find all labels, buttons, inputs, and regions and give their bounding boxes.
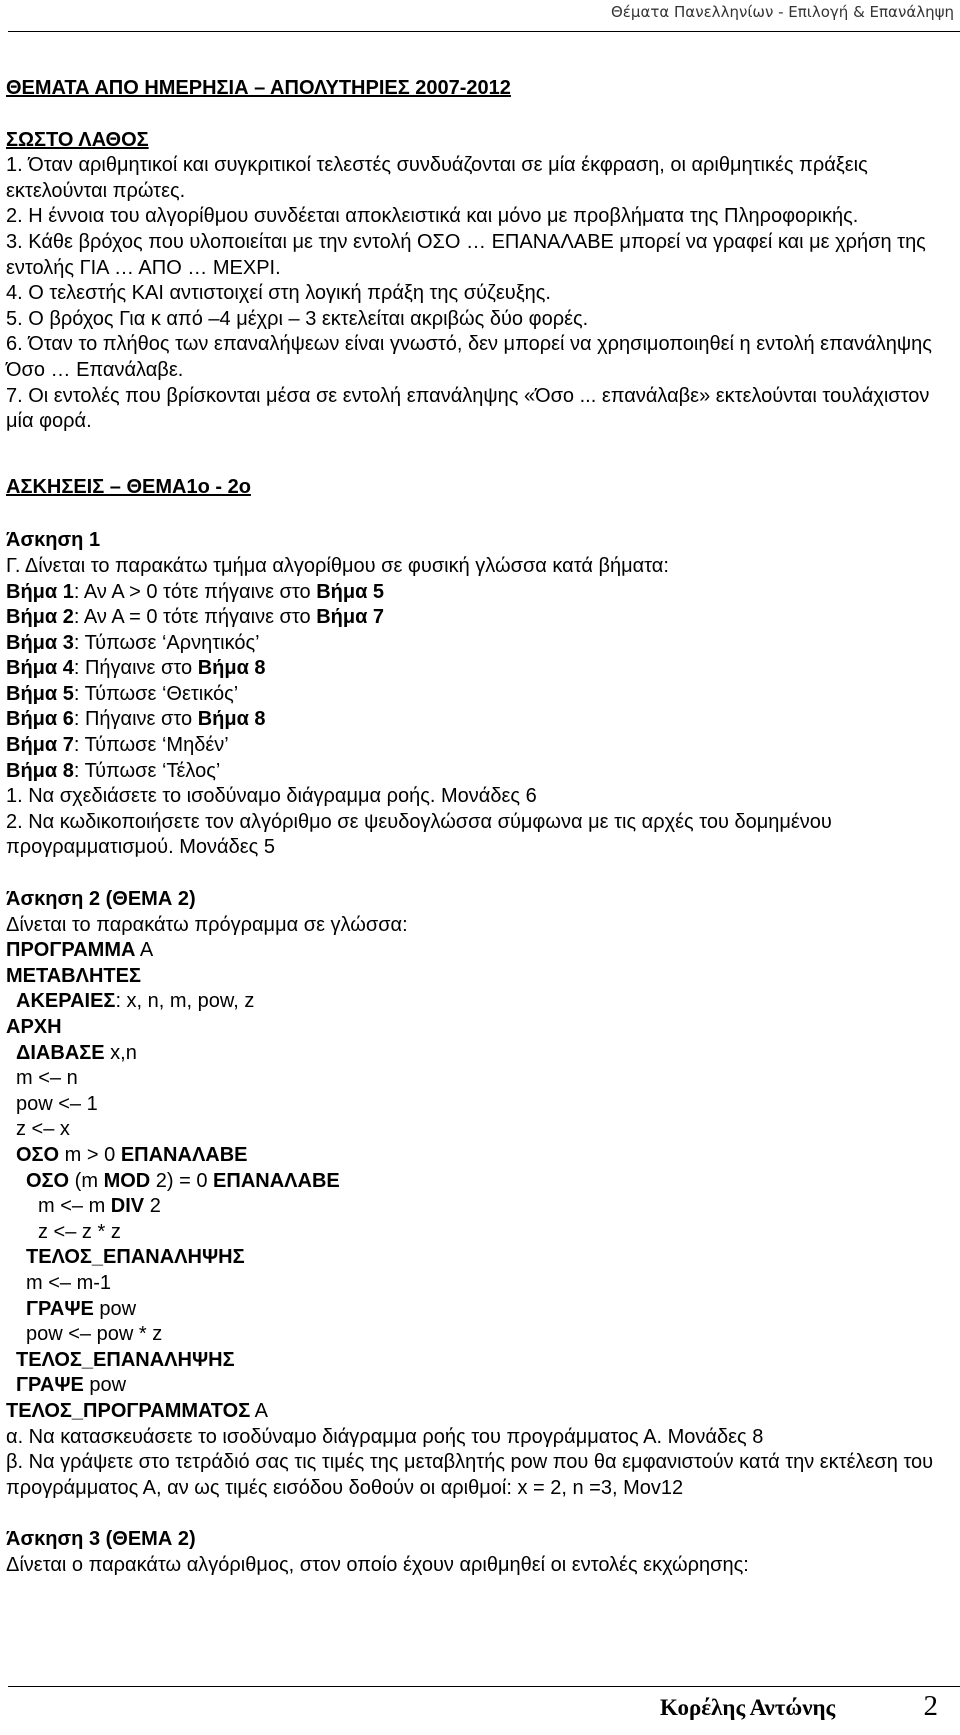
running-header: Θέματα Πανελληνίων - Επιλογή & Επανάληψη	[611, 3, 954, 21]
exercise-3-intro: Δίνεται ο παρακάτω αλγόριθμος, στον οποίο έχουν αριθμηθεί οι εντολές εκχώρησης:	[6, 1553, 749, 1576]
program-text: pow <– 1	[16, 1092, 98, 1115]
program-line	[6, 1373, 936, 1399]
program-keyword: ΑΡΧΗ	[6, 1016, 62, 1038]
step-text: : Αν Α > 0 τότε πήγαινε στο	[73, 580, 317, 603]
algorithm-step	[6, 759, 936, 785]
step-label: Βήμα 7	[6, 734, 74, 757]
program-keyword: ΠΡΟΓΡΑΜΜΑ	[6, 939, 136, 962]
step-target: Βήμα 8	[197, 708, 266, 731]
program-text: m <– m-1	[26, 1271, 112, 1294]
program-text: m > 0	[59, 1143, 121, 1166]
program-line	[6, 964, 936, 990]
true-false-item: 4. Ο τελεστής ΚΑΙ αντιστοιχεί στη λογική πράξη της σύζευξης.	[6, 282, 551, 305]
program-line	[6, 938, 936, 964]
program-keyword: ΔΙΑΒΑΣΕ	[16, 1041, 105, 1064]
step-label: Βήμα 8	[6, 759, 74, 782]
program-text: (m	[69, 1169, 104, 1192]
step-target: Βήμα 8	[197, 657, 266, 680]
step-label: Βήμα 5	[6, 682, 74, 705]
program-text: pow	[83, 1374, 127, 1397]
step-text: : Τύπωσε ‘Τέλος’	[73, 759, 221, 782]
step-label: Βήμα 2	[6, 606, 74, 629]
program-text: x,n	[104, 1041, 137, 1064]
program-keyword: ΑΚΕΡΑΙΕΣ	[16, 990, 116, 1013]
program-keyword: ΓΡΑΨΕ	[16, 1374, 84, 1397]
program-line	[6, 1399, 936, 1425]
exercise-2-program	[6, 938, 936, 1424]
page-content	[6, 76, 936, 1578]
algorithm-step	[6, 605, 936, 631]
step-label: Βήμα 1	[6, 580, 74, 603]
program-keyword: ΤΕΛΟΣ_ΠΡΟΓΡΑΜΜΑΤΟΣ	[6, 1399, 251, 1422]
step-text: : Αν Α = 0 τότε πήγαινε στο	[73, 606, 317, 629]
program-text: z <– x	[16, 1118, 70, 1141]
true-false-heading: ΣΩΣΤΟ ΛΑΘΟΣ	[6, 128, 149, 151]
true-false-item: 5. Ο βρόχος Για κ από –4 μέχρι – 3 εκτελείται ακριβώς δύο φορές.	[6, 307, 589, 330]
program-text: Α	[250, 1399, 269, 1422]
program-text: pow	[93, 1297, 137, 1320]
program-keyword: ΤΕΛΟΣ_ΕΠΑΝΑΛΗΨΗΣ	[16, 1348, 235, 1371]
program-line	[6, 1194, 936, 1220]
program-text: 2	[144, 1195, 161, 1218]
step-label: Βήμα 3	[6, 631, 74, 654]
step-text: : Πήγαινε στο	[73, 657, 198, 680]
exercise-1-intro: Γ. Δίνεται το παρακάτω τμήμα αλγορίθμου σε φυσική γλώσσα κατά βήματα:	[6, 554, 669, 577]
step-text: : Τύπωσε ‘Μηδέν’	[73, 734, 229, 757]
program-text: m <– m	[38, 1195, 111, 1218]
step-text: : Τύπωσε ‘Αρνητικός’	[73, 631, 260, 654]
program-line	[6, 1092, 936, 1118]
step-label: Βήμα 6	[6, 708, 74, 731]
program-line	[6, 1297, 936, 1323]
program-text: 2) = 0	[150, 1169, 214, 1192]
program-text: Α	[135, 939, 154, 962]
main-title: ΘΕΜΑΤΑ ΑΠΟ ΗΜΕΡΗΣΙΑ – ΑΠΟΛΥΤΗΡΙΕΣ 2007-2012	[6, 77, 511, 99]
program-keyword: ΟΣΟ	[26, 1169, 70, 1192]
header-divider	[8, 31, 960, 32]
algorithm-step	[6, 707, 936, 733]
true-false-item: 3. Κάθε βρόχος που υλοποιείται με την εντολή ΟΣΟ … ΕΠΑΝΑΛΑΒΕ μπορεί να γραφεί και με χρήση της εντολής ΓΙΑ … ΑΠΟ … ΜΕΧΡΙ.	[6, 230, 926, 279]
program-text: m <– n	[16, 1067, 78, 1090]
exercise-2-title: Άσκηση 2 (ΘΕΜΑ 2)	[6, 888, 196, 911]
step-target: Βήμα 5	[316, 580, 385, 603]
exercise-1-question-2: 2. Να κωδικοποιήσετε τον αλγόριθμο σε ψευδογλώσσα σύμφωνα με τις αρχές του δομημένου προγραμματισμού. Μονάδες 5	[6, 810, 832, 859]
algorithm-step	[6, 580, 936, 606]
page-number: 2	[923, 1690, 938, 1722]
program-line	[6, 1066, 936, 1092]
exercise-1-title: Άσκηση 1	[6, 529, 101, 552]
program-keyword: ΜΕΤΑΒΛΗΤΕΣ	[6, 964, 141, 987]
program-line	[6, 1041, 936, 1067]
program-keyword: DIV	[110, 1195, 145, 1218]
program-line	[6, 1245, 936, 1271]
step-label: Βήμα 4	[6, 657, 74, 680]
footer-author: Κορέλης Αντώνης	[660, 1695, 836, 1720]
true-false-item: 1. Όταν αριθμητικοί και συγκριτικοί τελεστές συνδυάζονται σε μία έκφραση, οι αριθμητικές πράξεις εκτελούνται πρώτες.	[6, 154, 868, 202]
step-text: : Τύπωσε ‘Θετικός’	[73, 682, 239, 705]
program-keyword: MOD	[103, 1169, 151, 1192]
footer-divider	[8, 1686, 960, 1687]
exercise-1-steps	[6, 580, 936, 785]
exercises-heading: ΑΣΚΗΣΕΙΣ – ΘΕΜΑ1ο - 2ο	[6, 475, 251, 498]
exercise-2-intro: Δίνεται το παρακάτω πρόγραμμα σε γλώσσα:	[6, 913, 408, 936]
algorithm-step	[6, 682, 936, 708]
true-false-item: 7. Οι εντολές που βρίσκονται μέσα σε εντολή επανάληψης «Όσο ... επανάλαβε» εκτελούνται τουλάχιστον μία φορά.	[6, 384, 930, 433]
program-text: : x, n, m, pow, z	[115, 990, 255, 1013]
true-false-item: 2. Η έννοια του αλγορίθμου συνδέεται αποκλειστικά και μόνο με προβλήματα της Πληροφορικής.	[6, 205, 859, 228]
algorithm-step	[6, 631, 936, 657]
program-keyword: ΕΠΑΝΑΛΑΒΕ	[213, 1169, 340, 1192]
program-line	[6, 1117, 936, 1143]
program-line	[6, 989, 936, 1015]
program-text: z <– z * z	[38, 1220, 121, 1243]
program-keyword: ΕΠΑΝΑΛΑΒΕ	[120, 1143, 248, 1166]
exercise-2-question-a: α. Να κατασκευάσετε το ισοδύναμο διάγραμμα ροής του προγράμματος Α. Μονάδες 8	[6, 1425, 764, 1448]
program-keyword: ΤΕΛΟΣ_ΕΠΑΝΑΛΗΨΗΣ	[26, 1246, 245, 1269]
program-line	[6, 1220, 936, 1246]
exercise-3-title: Άσκηση 3 (ΘΕΜΑ 2)	[6, 1528, 196, 1551]
program-line	[6, 1169, 936, 1195]
program-line	[6, 1015, 936, 1041]
program-line	[6, 1348, 936, 1374]
program-line	[6, 1271, 936, 1297]
algorithm-step	[6, 733, 936, 759]
program-keyword: ΟΣΟ	[16, 1143, 60, 1166]
step-text: : Πήγαινε στο	[73, 708, 198, 731]
exercise-1-question-1: 1. Να σχεδιάσετε το ισοδύναμο διάγραμμα ροής. Μονάδες 6	[6, 785, 537, 808]
algorithm-step	[6, 656, 936, 682]
step-target: Βήμα 7	[316, 606, 385, 629]
program-text: pow <– pow * z	[26, 1323, 163, 1346]
program-keyword: ΓΡΑΨΕ	[26, 1297, 94, 1320]
exercise-2-question-b: β. Να γράψετε στο τετράδιό σας τις τιμές της μεταβλητής pow που θα εμφανιστούν κατά την εκτέλεση του προγράμματος Α, αν ως τιμές εισόδου δοθούν οι αριθμοί: x = 2, n =3, Mov12	[6, 1451, 934, 1499]
program-line	[6, 1143, 936, 1169]
true-false-item: 6. Όταν το πλήθος των επαναλήψεων είναι γνωστό, δεν μπορεί να χρησιμοποιηθεί η εντολή επανάληψης Όσο … Επανάλαβε.	[6, 333, 932, 381]
program-line	[6, 1322, 936, 1348]
true-false-list	[6, 153, 936, 435]
